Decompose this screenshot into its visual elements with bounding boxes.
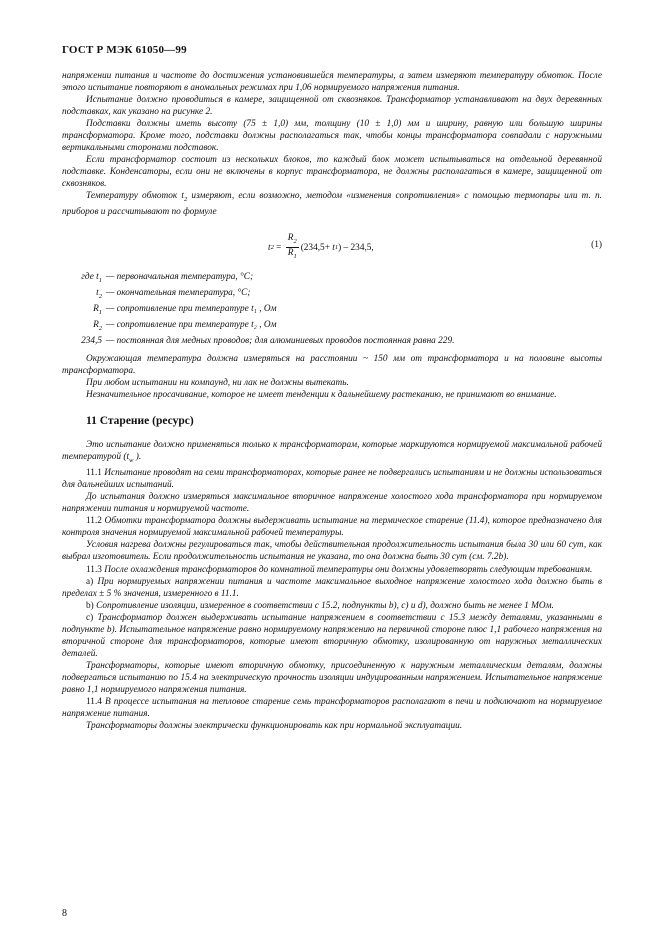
clause: Трансформаторы должны электрически функционировать как при нормальной эксплуатации. [86,721,463,732]
section-title: 11 Старение (ресурс) [86,415,194,428]
clause: Трансформаторы, которые имеют вторичную обмотку, присоединенную к наружным металлическим деталям, должны подвергаться испытанию по 15.4 на электрическую прочность изоляции индуцированным напряжением. Испытательное напряжение равно 1,1 нормируемого напряжения питания. [62,660,602,695]
clause: b) Сопротивление изоляции, измеренное в соответствии с 15.2, подпункты b), c) и d), должно быть не менее 1 МОм. [86,600,554,611]
legend-row: $R_1$ — сопротивление при температуре t₁ , Ом [93,304,277,317]
legend-row: $R_2$ — сопротивление при температуре t₂ , Ом [93,320,277,332]
paragraph: Подставки должны иметь высоту (75 ± 1,0) мм, толщину (10 ± 1,0) мм и ширину, равную или большую ширины трансформатора. Кроме того, подставки должны располагаться так, чтобы концы трансформатора совпадали с наружными вертикальными сторонами подставок. [62,119,602,154]
clause: 11.1 Испытание проводят на семи трансформаторах, которые ранее не подвергались испытаниям и не должны использоваться для дальнейших испытаний. [62,468,602,491]
page-number: 8 [62,908,67,919]
paragraph: Испытание должно проводиться в камере, защищенной от сквозняков. Трансформатор устанавливают на двух деревянных подставках, как указано на рисунке 2. [62,95,602,118]
paragraph: напряжении питания и частоте до достижения установившейся температуры, а затем измеряют температуру обмоток. После этого испытание повторяют в аномальных режимах при 1,06 нормируемого напряжения питания. [62,71,602,94]
section-intro: Это испытание должно применяться только к трансформаторам, которые маркируются нормируемой максимальной рабочей температурой ($t_w$ ). [62,440,602,465]
formula-expression: t 2 = $\frac{R_2}{R_1}$ (234,5+ t 1 ) – 234,5, [268,233,374,261]
paragraph: Окружающая температура должна измеряться на расстоянии ~ 150 мм от трансформатора и на половине высоты трансформатора. [62,353,602,376]
formula-fraction: $\frac{R_2}{R_1}$ [287,233,297,261]
clause: 11.2 Обмотки трансформатора должны выдерживать испытание на термическое старение (11.4), которое предназначено для контроля значения нормируемой максимальной рабочей температуры. [62,516,602,539]
formula-1 [62,225,602,265]
formula-number: (1) [591,240,602,251]
paragraph: Незначительное просачивание, которое не имеет тенденции к дальнейшему растеканию, не принимают во внимание. [86,390,557,401]
document-body [62,70,602,732]
legend-row: 234,5 — постоянная для медных проводов; для алюминиевых проводов постоянная равна 229. [81,336,455,347]
clause: До испытания должно измеряться максимальное вторичное напряжение холостого хода трансформатора при нормируемом напряжении питания и нормируемой частоте. [62,492,602,515]
legend-row: $t_2$ — окончательная температура, °С; [96,288,251,301]
clause: а) При нормируемых напряжении питания и частоте максимальное выходное напряжение холостого хода должно быть в пределах ± 5 % значения, измеренного в 11.1. [62,576,602,599]
clause: 11.3 После охлаждения трансформаторов до комнатной температуры они должны удовлетворять следующим требованиям. [86,564,593,575]
clause: c) Трансформатор должен выдерживать испытание напряжением в соответствии с 15.3 между деталями, указанными в подпункте b). Испытательное напряжение равно нормируемому напряжению на первичной стороне плюс 1,1 рабочего напряжения на вторичной стороне для трансформаторов, которые имеют вторичную обмотку, изолированную от наружных металлических деталей. [62,612,602,659]
clause: Условия нагрева должны регулироваться так, чтобы действительная продолжительность испытания была 30 или 60 сут, как выбрал изготовитель. Если продолжительность испытания не указана, то она должна быть 30 сут (см. 7.2b). [62,540,602,563]
paragraph-temperature: Температуру обмоток $t_2$ измеряют, если возможно, методом «изменения сопротивления» с помощью термопары или т. п. приборов и рассчитывают по формуле [62,191,602,218]
document-header: ГОСТ Р МЭК 61050—99 [62,44,187,56]
paragraph: Если трансформатор состоит из нескольких блоков, то каждый блок может испытываться на отдельной деревянной подставке. Конденсаторы, если они не включены в корпус трансформатора, не должны располагаться в камере, защищенной от сквозняков. [62,155,602,190]
clause: 11.4 В процессе испытания на тепловое старение семь трансформаторов располагают в печи и подключают на нормируемое напряжение питания. [62,697,602,720]
formula-legend [62,271,602,351]
paragraph: При любом испытании ни компаунд, ни лак не должны вытекать. [86,378,349,389]
legend-row: где $t_1$ — первоначальная температура, °С; [81,272,254,285]
